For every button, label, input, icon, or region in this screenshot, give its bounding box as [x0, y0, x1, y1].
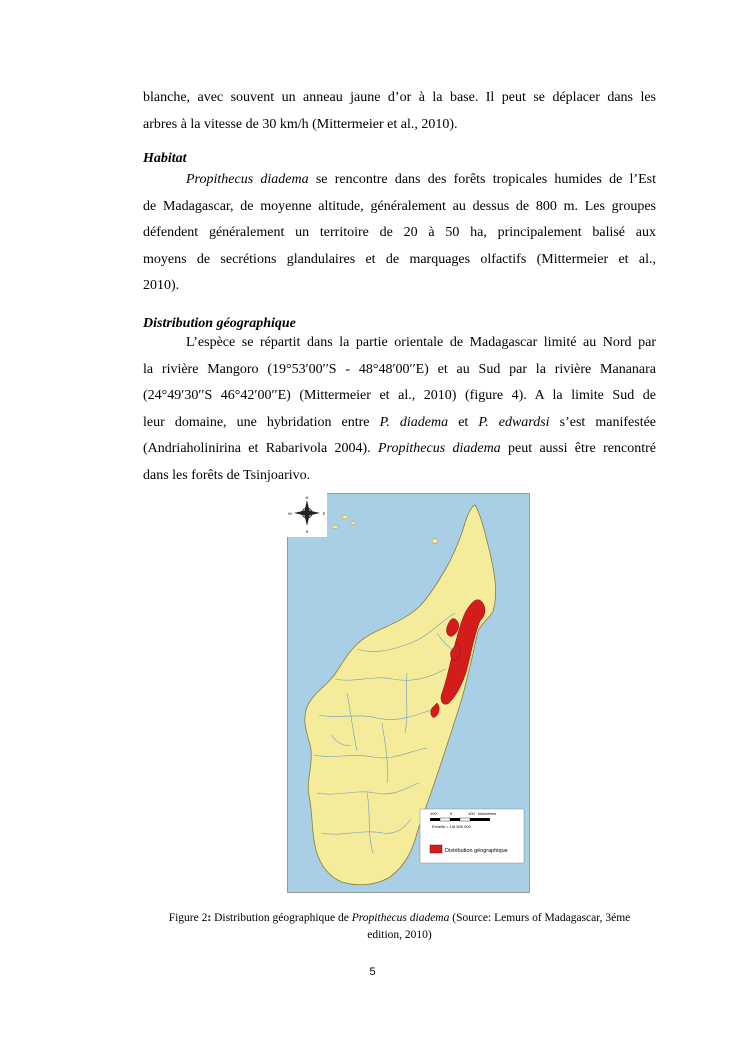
text-line: L’espèce se répartit dans la partie orientale de Madagascar limité au Nord par [186, 335, 656, 350]
text-line: (24°49′30′′S 46°42′00′′E) (Mittermeier et al., 2010) (figure 4). A la limite Sud de [143, 388, 656, 403]
text-line [143, 410, 656, 437]
text-span: s’est manifestée [549, 414, 657, 430]
intro-paragraph [143, 85, 656, 138]
species-name: P. edwardsi [478, 414, 550, 430]
caption-line: edition, 2010) [367, 929, 432, 941]
map-legend [420, 809, 524, 863]
compass-south: S [305, 529, 309, 534]
habitat-heading: Habitat [143, 151, 187, 166]
legend-swatch [430, 845, 442, 853]
species-name: Propithecus diadema [351, 912, 450, 924]
text-line: blanche, avec souvent un anneau jaune d’or à la base. Il peut se déplacer dans les [143, 90, 656, 105]
text-span: se rencontre dans des forêts tropicales humides de l’Est [308, 172, 656, 187]
caption-line [143, 910, 656, 927]
compass-rose-icon [287, 493, 327, 537]
text-span: (Andriaholinirina et Rabarivola 2004). [143, 441, 378, 456]
scale-tick: 100 [430, 811, 437, 816]
habitat-paragraph [143, 167, 656, 300]
text-line: défendent généralement un territoire de 20 à 50 ha, principalement balisé aux [143, 225, 656, 240]
distribution-map [287, 493, 530, 893]
legend-label: Distribution géographique [445, 848, 508, 854]
text-line: la rivière Mangoro (19°53′00′′S - 48°48′00′′E) et au Sud par la rivière Mananara [143, 361, 656, 377]
text-line: de Madagascar, de moyenne altitude, généralement au dessus de 800 m. Les groupes [143, 198, 656, 214]
text-span: Distribution géographique de [211, 912, 352, 924]
distribution-heading: Distribution géographique [143, 316, 296, 331]
scale-tick: kilomètres [478, 811, 497, 816]
text-line: arbres à la vitesse de 30 km/h (Mittermeier et al., 2010). [143, 116, 458, 132]
compass-east: E [322, 511, 326, 516]
text-line [143, 436, 656, 463]
map-svg [287, 493, 530, 893]
compass-west: W [288, 511, 292, 516]
scale-tick: 100 [468, 811, 475, 816]
species-name: Propithecus diadema [186, 172, 309, 187]
text-line: moyens de secrétions glandulaires et de marquages olfactifs (Mittermeier et al., [143, 251, 656, 267]
figure-caption [143, 910, 656, 944]
scale-caption: Echelle = 1/8 500 000 [432, 824, 471, 829]
text-line: dans les forêts de Tsinjoarivo. [143, 467, 311, 483]
page-number: 5 [369, 966, 376, 978]
text-line: 2010). [143, 278, 180, 293]
compass-north: N [305, 495, 309, 500]
text-span: et [448, 414, 479, 430]
distribution-paragraph [143, 330, 656, 489]
species-name: P. diadema [379, 414, 449, 430]
species-name: Propithecus diadema [378, 441, 501, 456]
text-span: (Source: Lemurs of Madagascar, 3éme [449, 912, 631, 924]
scale-tick: 0 [450, 811, 453, 816]
text-line [143, 167, 656, 194]
text-span: peut aussi être rencontré [500, 441, 656, 456]
caption-colon: : [207, 912, 212, 924]
text-span: leur domaine, une hybridation entre [143, 414, 380, 430]
figure-label: Figure 2 [168, 912, 208, 924]
